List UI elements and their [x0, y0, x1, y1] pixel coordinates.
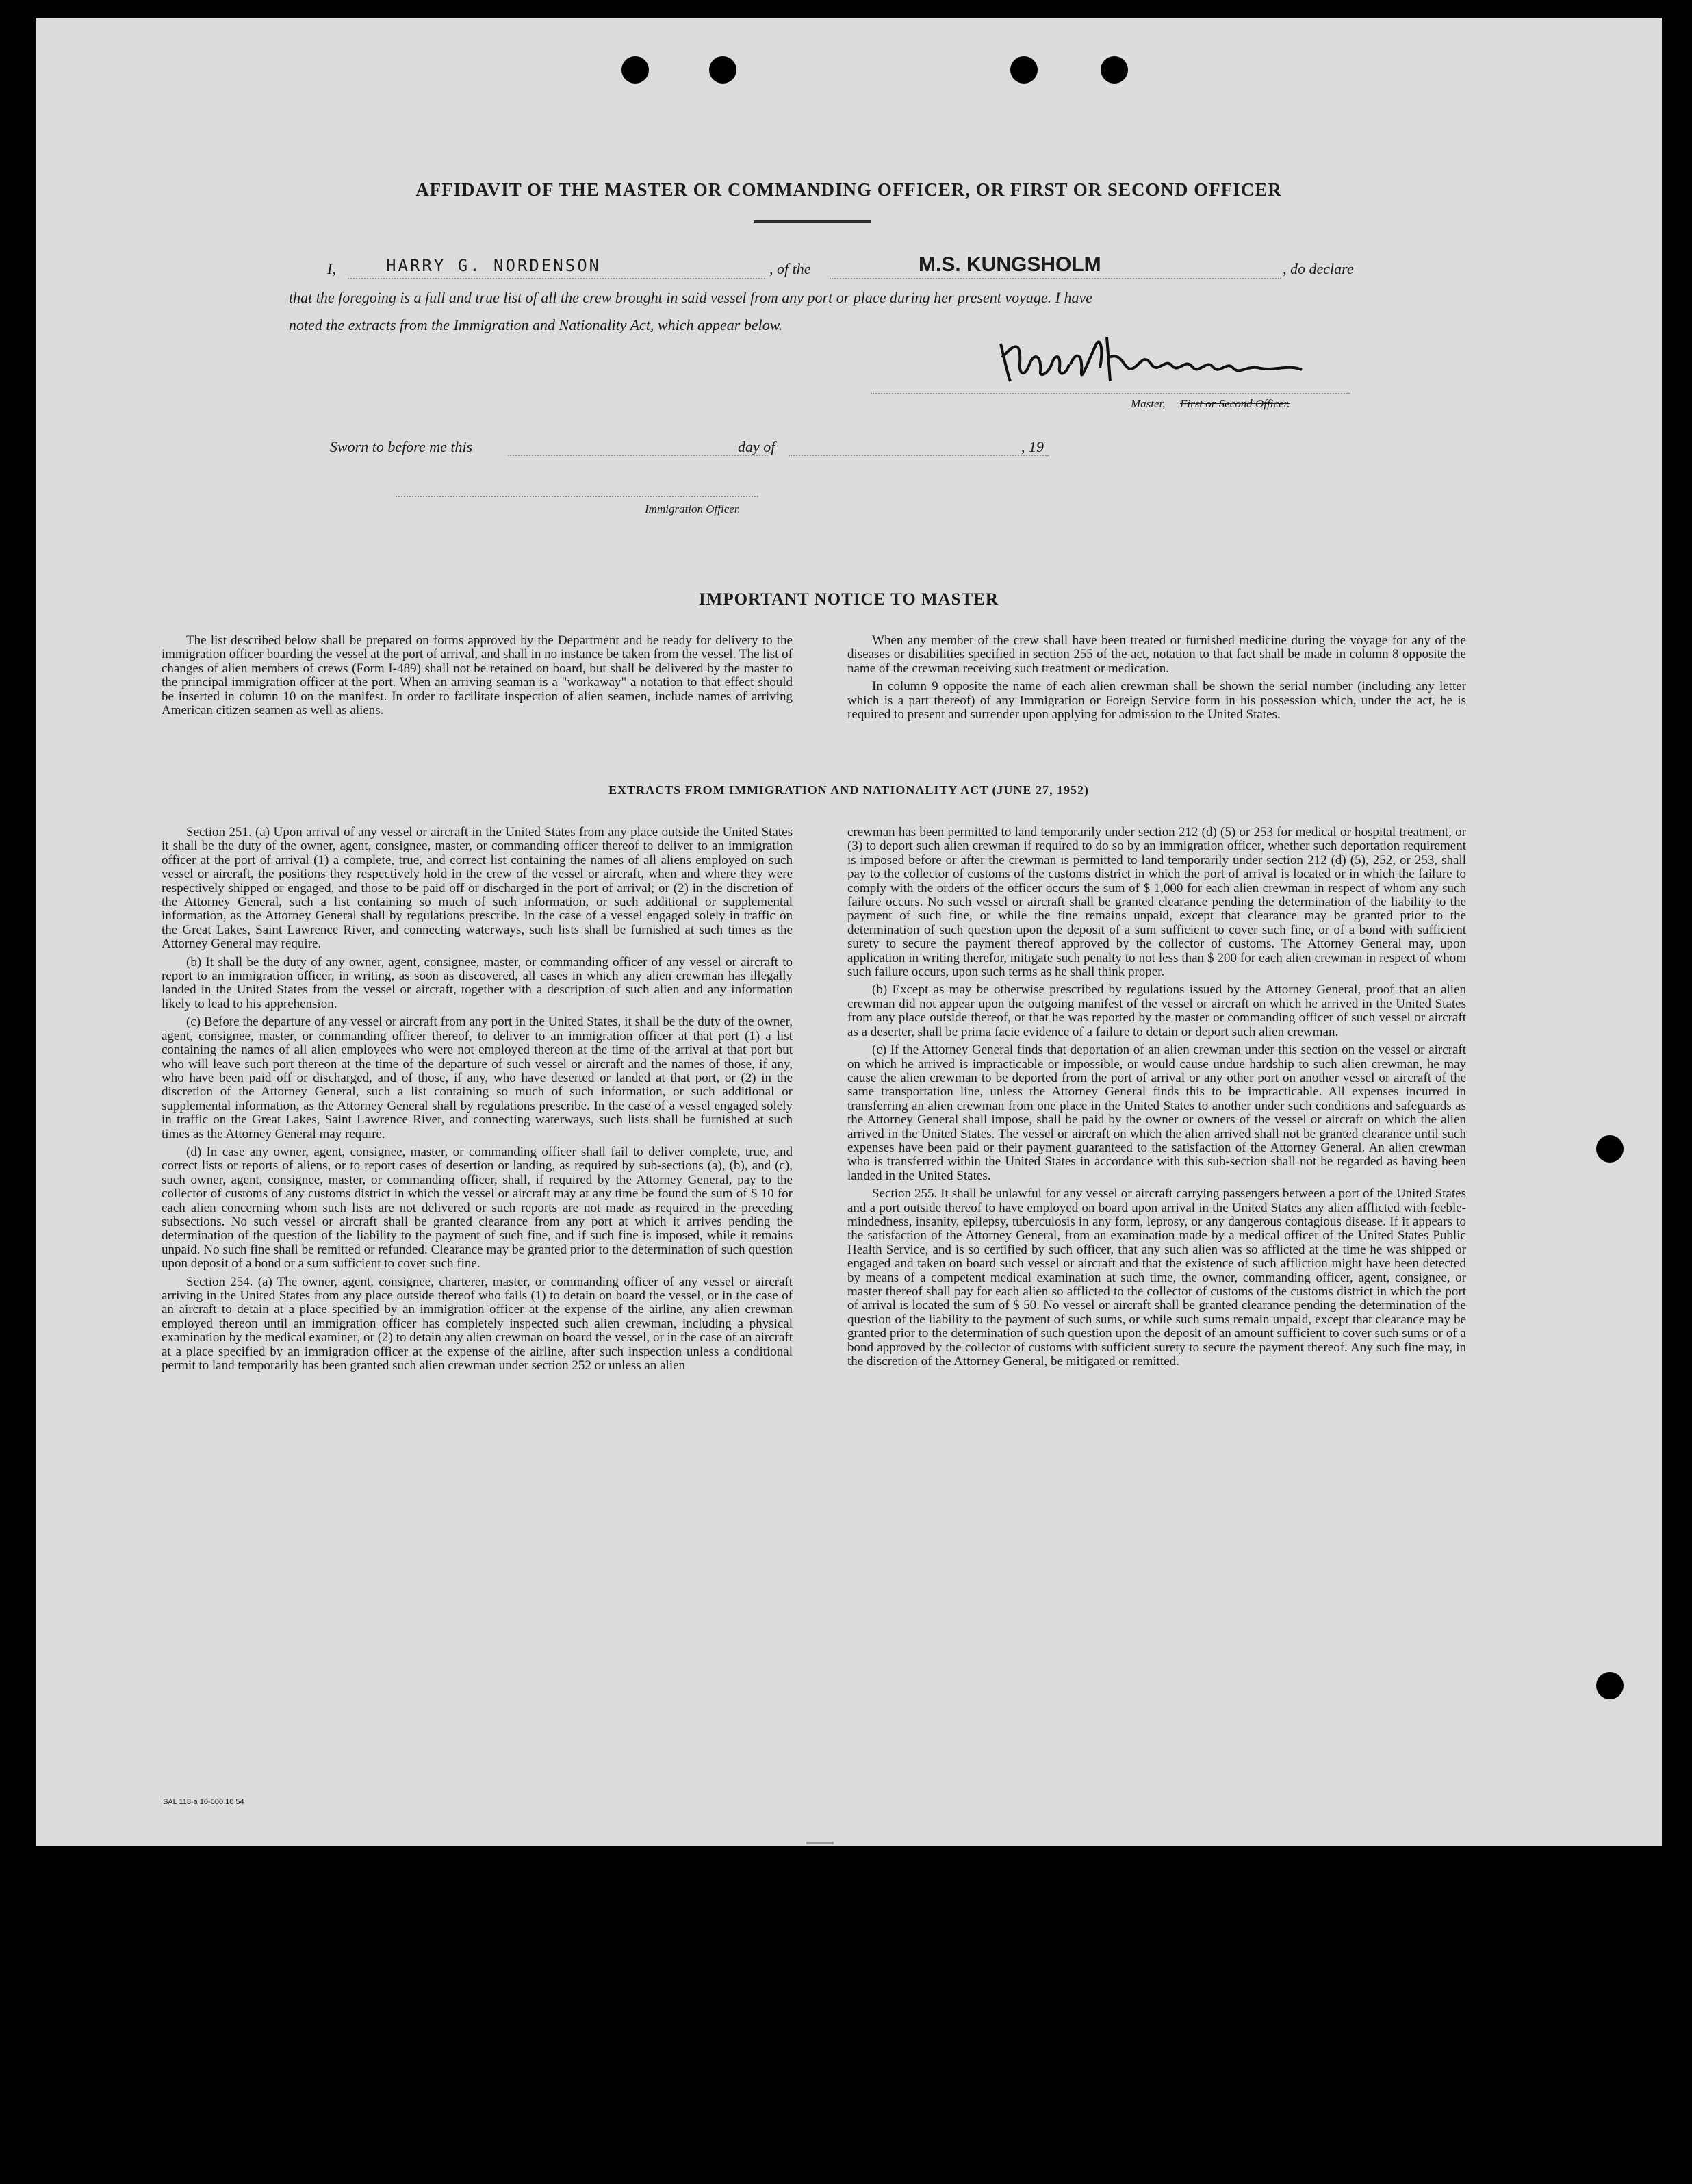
of-the-label: , of the [769, 260, 811, 277]
officer-struck-label: First or Second Officer. [1180, 397, 1290, 410]
section-251a: Section 251. (a) Upon arrival of any vessel or aircraft in the United States from any place outside the United States it shall be the duty of the owner, agent, consignee, master, or commanding officer thereof to deliver to an immigration officer at the port of arrival (1) a complete, true, and correct list containing the names of all aliens employed on such vessel or aircraft, the positions they respectively hold in the crew of the vessel or aircraft, when and where they were respectively shipped or engaged, and those to be paid off or discharged in the port of arrival; or (2) in the discretion of the Attorney General, such a list containing so much of such information, or such additional or supplemental information, as the Attorney General shall by regulations prescribe. In the case of a vessel engaged solely in traffic on the Great Lakes, Saint Lawrence River, and connecting waterways, such lists shall be furnished at such times as the Attorney General may require. [162, 825, 793, 952]
master-label: Master, [1131, 397, 1166, 410]
title-rule [754, 220, 871, 223]
section-254c: (c) If the Attorney General finds that deportation of an alien crewman under this section on the vessel or aircraft on which he arrived is impracticable or impossible, or would cause undue hardship to such alien crewman, he may cause the alien crewman to be deported from the port of arrival or any other port on another vessel or aircraft of the same transportation line, unless the Attorney General finds this to be impracticable. All expenses incurred in transferring an alien crewman from one place in the United States to another under such conditions and safeguards as the Attorney General shall impose, shall be paid by the owner or owners of the vessel or aircraft on which the alien arrived in the United States. The vessel or aircraft on which the alien arrived shall not be granted clearance until such expenses have been paid or their payment guaranteed to the satisfaction of the Attorney General. An alien crewman who is transferred within the United States in accordance with this sub-section shall not be regarded as having been landed in the United States. [847, 1043, 1466, 1183]
page-mark [806, 1842, 834, 1844]
extracts-left-column [162, 826, 793, 1377]
declaration-line-3: noted the extracts from the Immigration and Nationality Act, which appear below. [289, 316, 783, 333]
punch-hole [1596, 1672, 1624, 1699]
notice-left-paragraph: The list described below shall be prepared on forms approved by the Department and be ready for delivery to the immigration officer boarding the vessel at the port of arrival, and shall in no instance be taken from the vessel. The list of changes of alien members of crews (Form I-489) shall not be retained on board, but shall be delivered by the master to the principal immigration officer at the port. When an arriving seaman is a "workaway" a notation to that effect should be inserted in column 10 on the manifest. In order to facilitate inspection of alien seamen, include names of arriving American citizen seamen as well as aliens. [162, 633, 793, 718]
master-signature [987, 316, 1316, 392]
declaration-prefix: I, [327, 260, 336, 277]
form-code: SAL 118-a 10-000 10 54 [163, 1798, 244, 1806]
sworn-label: Sworn to before me this [330, 438, 473, 455]
punch-hole [1010, 56, 1038, 84]
section-254a: Section 254. (a) The owner, agent, consignee, charterer, master, or commanding officer of any vessel or aircraft arriving in the United States from any place outside thereof who fails (1) to detain on board the vessel, or in the case of an aircraft to detain at a place specified by an immigration officer at the expense of the airline, any alien crewman employed thereon until an immigration officer has completely inspected such alien crewman, including a physical examination by the medical examiner, or (2) to detain any alien crewman on board the vessel, or in the case of an aircraft at a place specified by an immigration officer at the expense of the airline, after such inspection unless a conditional permit to land temporarily has been granted such alien crewman under section 252 or unless an alien [162, 1274, 793, 1373]
notice-right-paragraph-1: When any member of the crew shall have been treated or furnished medicine during the voyage for any of the diseases or disabilities specified in section 255 of the act, notation to that fact shall be made in column 8 opposite the name of the crewman receiving such treatment or medication. [847, 633, 1466, 676]
affidavit-title: AFFIDAVIT OF THE MASTER OR COMMANDING OFFICER, OR FIRST OR SECOND OFFICER [415, 179, 1282, 200]
vessel-line [830, 278, 1281, 279]
officer-line [396, 496, 758, 497]
sworn-month-line [789, 455, 1049, 456]
notice-right-column [847, 634, 1466, 726]
section-251d: (d) In case any owner, agent, consignee, master, or commanding officer shall fail to deliver complete, true, and correct lists or reports of aliens, or to report cases of desertion or landing, as required by sub-sections (a), (b), and (c), such owner, agent, consignee, master, or commanding officer, shall, if required by the Attorney General, pay to the collector of customs of any customs district in which the vessel or aircraft may at any time be found the sum of $ 10 for each alien concerning whom such lists are not delivered or such reports are not made as required in the preceding subsections. No such vessel or aircraft shall be granted clearance from any port at which it arrives pending the determination of the question of the liability to the payment of such fine, and if such fine is imposed, while it remains unpaid. No such fine shall be remitted or refunded. Clearance may be granted prior to the determination of such question upon deposit of a bond or a sum sufficient to cover such fine. [162, 1144, 793, 1271]
punch-hole [709, 56, 736, 84]
extracts-right-column [847, 826, 1466, 1373]
section-254b: (b) Except as may be otherwise prescribed by regulations issued by the Attorney General, proof that an alien crewman did not appear upon the outgoing manifest of the vessel or aircraft on which he arrived in the United States from any place outside thereof, or that he was reported by the master or commanding officer of such vessel or aircraft as a deserter, shall be prima facie evidence of a failure to detain or deport such alien crewman. [847, 982, 1466, 1039]
punch-hole [1596, 1135, 1624, 1163]
master-name-handwritten: HARRY G. NORDENSON [386, 256, 602, 275]
section-251c: (c) Before the departure of any vessel or aircraft from any port in the United States, it shall be the duty of the owner, agent, consignee, master, or commanding officer thereof, to deliver to an immigration officer at that port (1) a list containing the names of all alien employees who were not employed thereon at the time of the arrival at that port but who will leave such port thereon at the time of the departure of such vessel or aircraft and the names of those, if any, who have been paid off or discharged, and of those, if any, who have deserted or landed at that port, or (2) in the discretion of the Attorney General, such a list containing so much of such information, or such additional or supplemental information, as the Attorney General shall by regulations prescribe. In the case of a vessel engaged solely in traffic on the Great Lakes, Saint Lawrence River, and connecting waterways, such lists shall be furnished at such times as the Attorney General may require. [162, 1015, 793, 1141]
year-label: , 19 [1021, 438, 1044, 455]
notice-heading: IMPORTANT NOTICE TO MASTER [699, 590, 999, 609]
document-page [36, 18, 1662, 1846]
section-255: Section 255. It shall be unlawful for any vessel or aircraft carrying passengers between a port of the United States and a port outside thereof to have employed on board upon arrival in the United States any alien afflicted with feeble-mindedness, insanity, epilepsy, tuberculosis in any form, leprosy, or any dangerous contagious disease. If it appears to the satisfaction of the Attorney General, from an examination made by a medical officer of the United States Public Health Service, and is so certified by such officer, that any such alien was so afflicted at the time he was shipped or engaged and taken on board such vessel or aircraft and that the existence of such affliction might have been detected by means of a competent medical examination at such time, the owner, commanding officer, agent, consignee, or master thereof shall pay for each alien so afflicted to the collector of customs of the customs district in which the port of arrival is located the sum of $ 50. No vessel or aircraft shall be granted clearance pending the determination of the question of the liability to the payment of such sums, or while such sums remain unpaid, except that clearance may be granted prior to the determination of such question upon the deposit of an amount sufficient to cover such sums or of a bond approved by the collector of customs with sufficient surety to secure the payment thereof. Any such fine may, in the discretion of the Attorney General, be mitigated or remitted. [847, 1186, 1466, 1369]
notice-left-column [162, 634, 793, 722]
vessel-name-stamp: M.S. KUNGSHOLM [919, 253, 1101, 276]
sworn-day-line [508, 455, 768, 456]
punch-hole [1101, 56, 1128, 84]
punch-hole [621, 56, 649, 84]
extracts-heading: EXTRACTS FROM IMMIGRATION AND NATIONALITY ACT (JUNE 27, 1952) [608, 783, 1089, 797]
do-declare-label: , do declare [1283, 260, 1354, 277]
section-251b: (b) It shall be the duty of any owner, agent, consignee, master, or commanding officer of any vessel or aircraft to report to an immigration officer, in writing, as soon as discovered, all cases in which any alien crewman has illegally landed in the United States from the vessel or aircraft, together with a description of such alien and any information likely to lead to his apprehension. [162, 954, 793, 1011]
signature-line [871, 393, 1350, 394]
name-line [348, 278, 765, 279]
declaration-line-2: that the foregoing is a full and true list of all the crew brought in said vessel from any port or place during her present voyage. I have [289, 289, 1093, 306]
section-254a-continued: crewman has been permitted to land temporarily under section 212 (d) (5) or 253 for medical or hospital treatment, or (3) to deport such alien crewman if required to do so by an immigration officer, whether such deportation requirement is imposed before or after the crewman is permitted to land temporarily under section 212 (d) (5), 252, or 253, shall pay to the collector of customs of the customs district in which the port of arrival is located or in which the failure to comply with the orders of the officer occurs the sum of $ 1,000 for each alien crewman in respect of whom any such failure occurs. No such vessel or aircraft shall be granted clearance pending the determination of the liability to the payment of such fine, or while the fine remains unpaid, except that clearance may be granted prior to the determination of such question upon the deposit of a sum sufficient to cover such fine, or of a bond with sufficient surety to secure the payment thereof approved by the collector of customs. The Attorney General may, upon application in writing therefor, mitigate such penalty to not less than $ 200 for each alien crewman in respect of whom such failure occurs, upon such terms as he shall think proper. [847, 825, 1466, 980]
immigration-officer-label: Immigration Officer. [645, 503, 741, 516]
day-of-label: day of [738, 438, 776, 455]
notice-right-paragraph-2: In column 9 opposite the name of each alien crewman shall be shown the serial number (including any letter which is a part thereof) of any Immigration or Foreign Service form in his possession which, under the act, he is required to present and surrender upon applying for admission to the United States. [847, 679, 1466, 722]
